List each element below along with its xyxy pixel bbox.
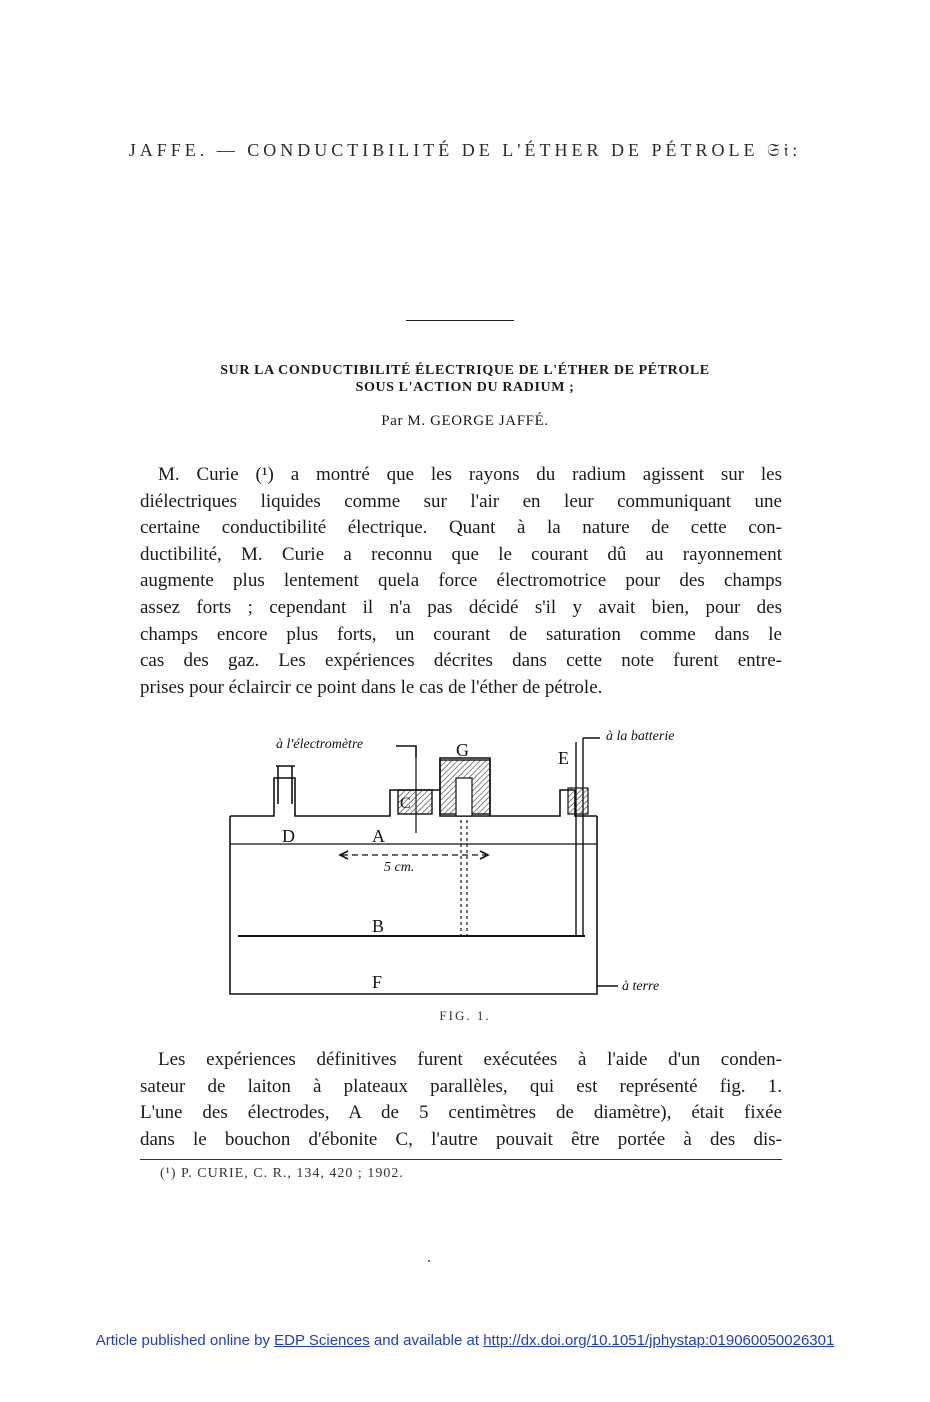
paragraph-line: augmente plus lentement quela force électromotrice pour des champs — [140, 570, 782, 592]
running-head: JAFFE. — CONDUCTIBILITÉ DE L'ÉTHER DE PÉTROLE 𝔖𝔦: — [128, 140, 802, 160]
label-terre: à terre — [622, 979, 660, 994]
article-title — [0, 362, 930, 396]
paragraph-line: sateur de laiton à plateaux parallèles, qui est représenté fig. 1. — [140, 1075, 782, 1097]
label-b: B — [372, 916, 385, 936]
doi-link[interactable]: http://dx.doi.org/10.1051/jphystap:019060050026301 — [483, 1332, 835, 1349]
label-batterie: à la batterie — [606, 729, 675, 744]
article-title-line-2: SOUS L'ACTION DU RADIUM ; — [355, 380, 575, 395]
label-d: D — [282, 826, 295, 846]
publisher-link[interactable]: EDP Sciences — [274, 1332, 370, 1349]
scan-speck — [428, 1260, 430, 1262]
label-g: G — [456, 740, 469, 760]
paragraph-line: Les expériences définitives furent exécutées à l'aide d'un conden- — [158, 1049, 782, 1070]
title-divider — [406, 320, 514, 321]
bushing-e — [568, 788, 588, 814]
label-f: F — [372, 972, 383, 992]
plug-g-bore — [456, 778, 472, 816]
paragraph-line: cas des gaz. Les expériences décrites dans cette note furent entre- — [140, 650, 782, 672]
footnote-divider — [140, 1159, 782, 1160]
publication-middle: and available at — [373, 1332, 480, 1349]
paragraph-line: L'une des électrodes, A de 5 centimètres de diamètre), était fixée — [140, 1102, 782, 1124]
label-e: E — [558, 748, 569, 768]
paragraph-line: champs encore plus forts, un courant de saturation comme dans le — [140, 623, 782, 645]
paragraph-line: diélectriques liquides comme sur l'air en leur communiquant une — [140, 490, 782, 512]
paragraph-line: prises pour éclaircir ce point dans le cas de l'éther de pétrole. — [140, 676, 603, 698]
footnote: (¹) P. CURIE, C. R., 134, 420 ; 1902. — [160, 1166, 404, 1181]
paragraph-line: dans le bouchon d'ébonite C, l'autre pouvait être portée à des dis- — [140, 1128, 782, 1150]
article-title-line-1: SUR LA CONDUCTIBILITÉ ÉLECTRIQUE DE L'ÉTHER DE PÉTROLE — [220, 363, 710, 378]
tube-d — [276, 766, 295, 804]
paragraph-line: ductibilité, M. Curie a reconnu que le courant dû au rayonnement — [140, 543, 782, 565]
label-a: A — [372, 826, 385, 846]
figure-caption: FIG. 1. — [439, 1008, 491, 1023]
apparatus-figure — [200, 718, 720, 1008]
author-byline: Par M. GEORGE JAFFÉ. — [381, 413, 549, 429]
paragraph-intro — [140, 462, 782, 701]
electrometer-wire — [396, 746, 416, 758]
label-electrometre: à l'électromètre — [276, 737, 364, 752]
paragraph-line: certaine conductibilité électrique. Quant à la nature de cette con- — [140, 517, 782, 539]
publication-prefix: Article published online by — [95, 1332, 270, 1349]
paragraph-experiments — [140, 1047, 782, 1153]
paragraph-line: assez forts ; cependant il n'a pas décidé s'il y avait bien, pour des — [140, 596, 782, 618]
label-c: C — [400, 795, 411, 812]
label-dimension: 5 cm. — [384, 860, 415, 875]
paragraph-line: M. Curie (¹) a montré que les rayons du radium agissent sur les — [158, 464, 782, 485]
publication-notice — [0, 1332, 930, 1349]
